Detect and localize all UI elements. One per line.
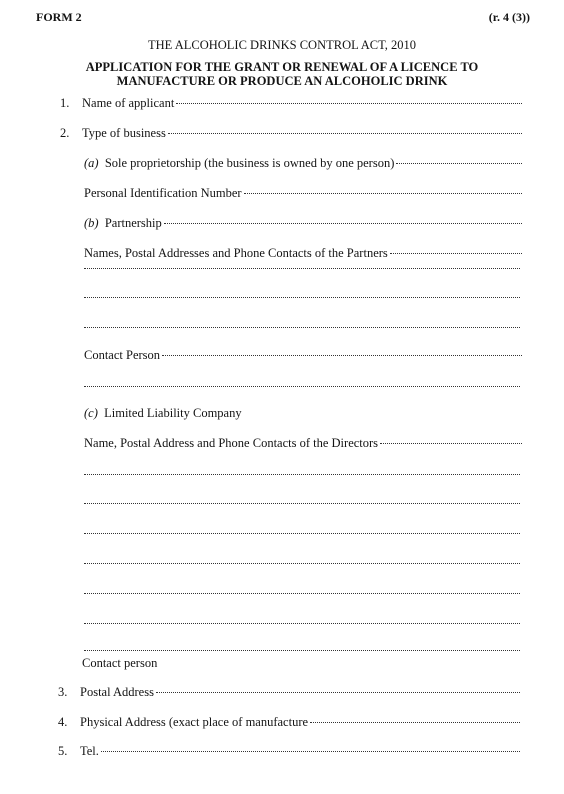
- act-title: THE ALCOHOLIC DRINKS CONTROL ACT, 2010: [147, 38, 417, 52]
- partnership-label: Partnership: [104, 216, 162, 230]
- type-of-business-row: [60, 126, 522, 142]
- sole-proprietorship-row: [84, 156, 522, 172]
- limited-liability-company-row: [84, 406, 522, 422]
- item-number: 1.: [60, 96, 70, 110]
- name-of-applicant-field[interactable]: [176, 102, 522, 104]
- limited-liability-company-label: Limited Liability Company: [104, 406, 242, 420]
- name-of-applicant-label: Name of applicant: [82, 96, 175, 110]
- item-number: 4.: [58, 715, 68, 729]
- physical-address-label: Physical Address (exact place of manufacture: [80, 715, 309, 729]
- postal-address-row: [58, 685, 520, 701]
- item-number: 2.: [60, 126, 70, 140]
- telephone-row: [58, 744, 520, 760]
- item-number: 5.: [58, 744, 68, 758]
- form-title: [0, 60, 564, 88]
- directors-contacts-line[interactable]: [84, 593, 520, 594]
- physical-address-row: [58, 715, 520, 731]
- directors-contacts-field[interactable]: [380, 442, 522, 444]
- llc-contact-person-row: [82, 656, 522, 672]
- sole-proprietorship-field[interactable]: [396, 162, 522, 164]
- partners-contacts-row: [84, 246, 522, 262]
- type-of-business-label: Type of business: [82, 126, 166, 140]
- sole-proprietorship-label: Sole proprietorship (the business is owned by one person): [104, 156, 395, 170]
- partnership-contact-person-line[interactable]: [84, 386, 520, 387]
- directors-contacts-label: Name, Postal Address and Phone Contacts of the Directors: [84, 436, 379, 450]
- llc-contact-person-label: Contact person: [82, 656, 158, 670]
- postal-address-field[interactable]: [156, 691, 520, 693]
- directors-contacts-line[interactable]: [84, 503, 520, 504]
- partners-contacts-line[interactable]: [84, 297, 520, 298]
- partners-contacts-label: Names, Postal Addresses and Phone Contacts of the Partners: [84, 246, 388, 260]
- personal-id-row: [84, 186, 522, 202]
- directors-contacts-line[interactable]: [84, 650, 520, 651]
- telephone-label: Tel.: [80, 744, 99, 758]
- form-number: FORM 2: [36, 10, 82, 24]
- form-title-line-2: MANUFACTURE OR PRODUCE AN ALCOHOLIC DRINK: [116, 74, 448, 88]
- directors-contacts-line[interactable]: [84, 563, 520, 564]
- physical-address-field[interactable]: [310, 721, 520, 723]
- partnership-field[interactable]: [164, 222, 522, 224]
- directors-contacts-line[interactable]: [84, 474, 520, 475]
- form-title-line-1: APPLICATION FOR THE GRANT OR RENEWAL OF A LICENCE TO: [85, 60, 479, 74]
- rule-reference: (r. 4 (3)): [488, 10, 530, 24]
- partnership-contact-person-field[interactable]: [162, 354, 522, 356]
- partnership-contact-person-label: Contact Person: [84, 348, 161, 362]
- partners-contacts-line[interactable]: [84, 327, 520, 328]
- personal-id-field[interactable]: [244, 192, 522, 194]
- directors-contacts-line[interactable]: [84, 533, 520, 534]
- type-of-business-field[interactable]: [168, 132, 522, 134]
- directors-contacts-row: [84, 436, 522, 452]
- option-letter: (c): [84, 406, 98, 420]
- partnership-row: [84, 216, 522, 232]
- personal-id-label: Personal Identification Number: [84, 186, 242, 200]
- postal-address-label: Postal Address: [80, 685, 154, 699]
- partners-contacts-line[interactable]: [84, 268, 520, 269]
- item-number: 3.: [58, 685, 68, 699]
- partners-contacts-field[interactable]: [390, 252, 522, 254]
- partnership-contact-person-row: [84, 348, 522, 364]
- option-letter: (b): [84, 216, 99, 230]
- option-letter: (a): [84, 156, 99, 170]
- telephone-field[interactable]: [101, 750, 520, 752]
- directors-contacts-line[interactable]: [84, 623, 520, 624]
- name-of-applicant-row: [60, 96, 522, 112]
